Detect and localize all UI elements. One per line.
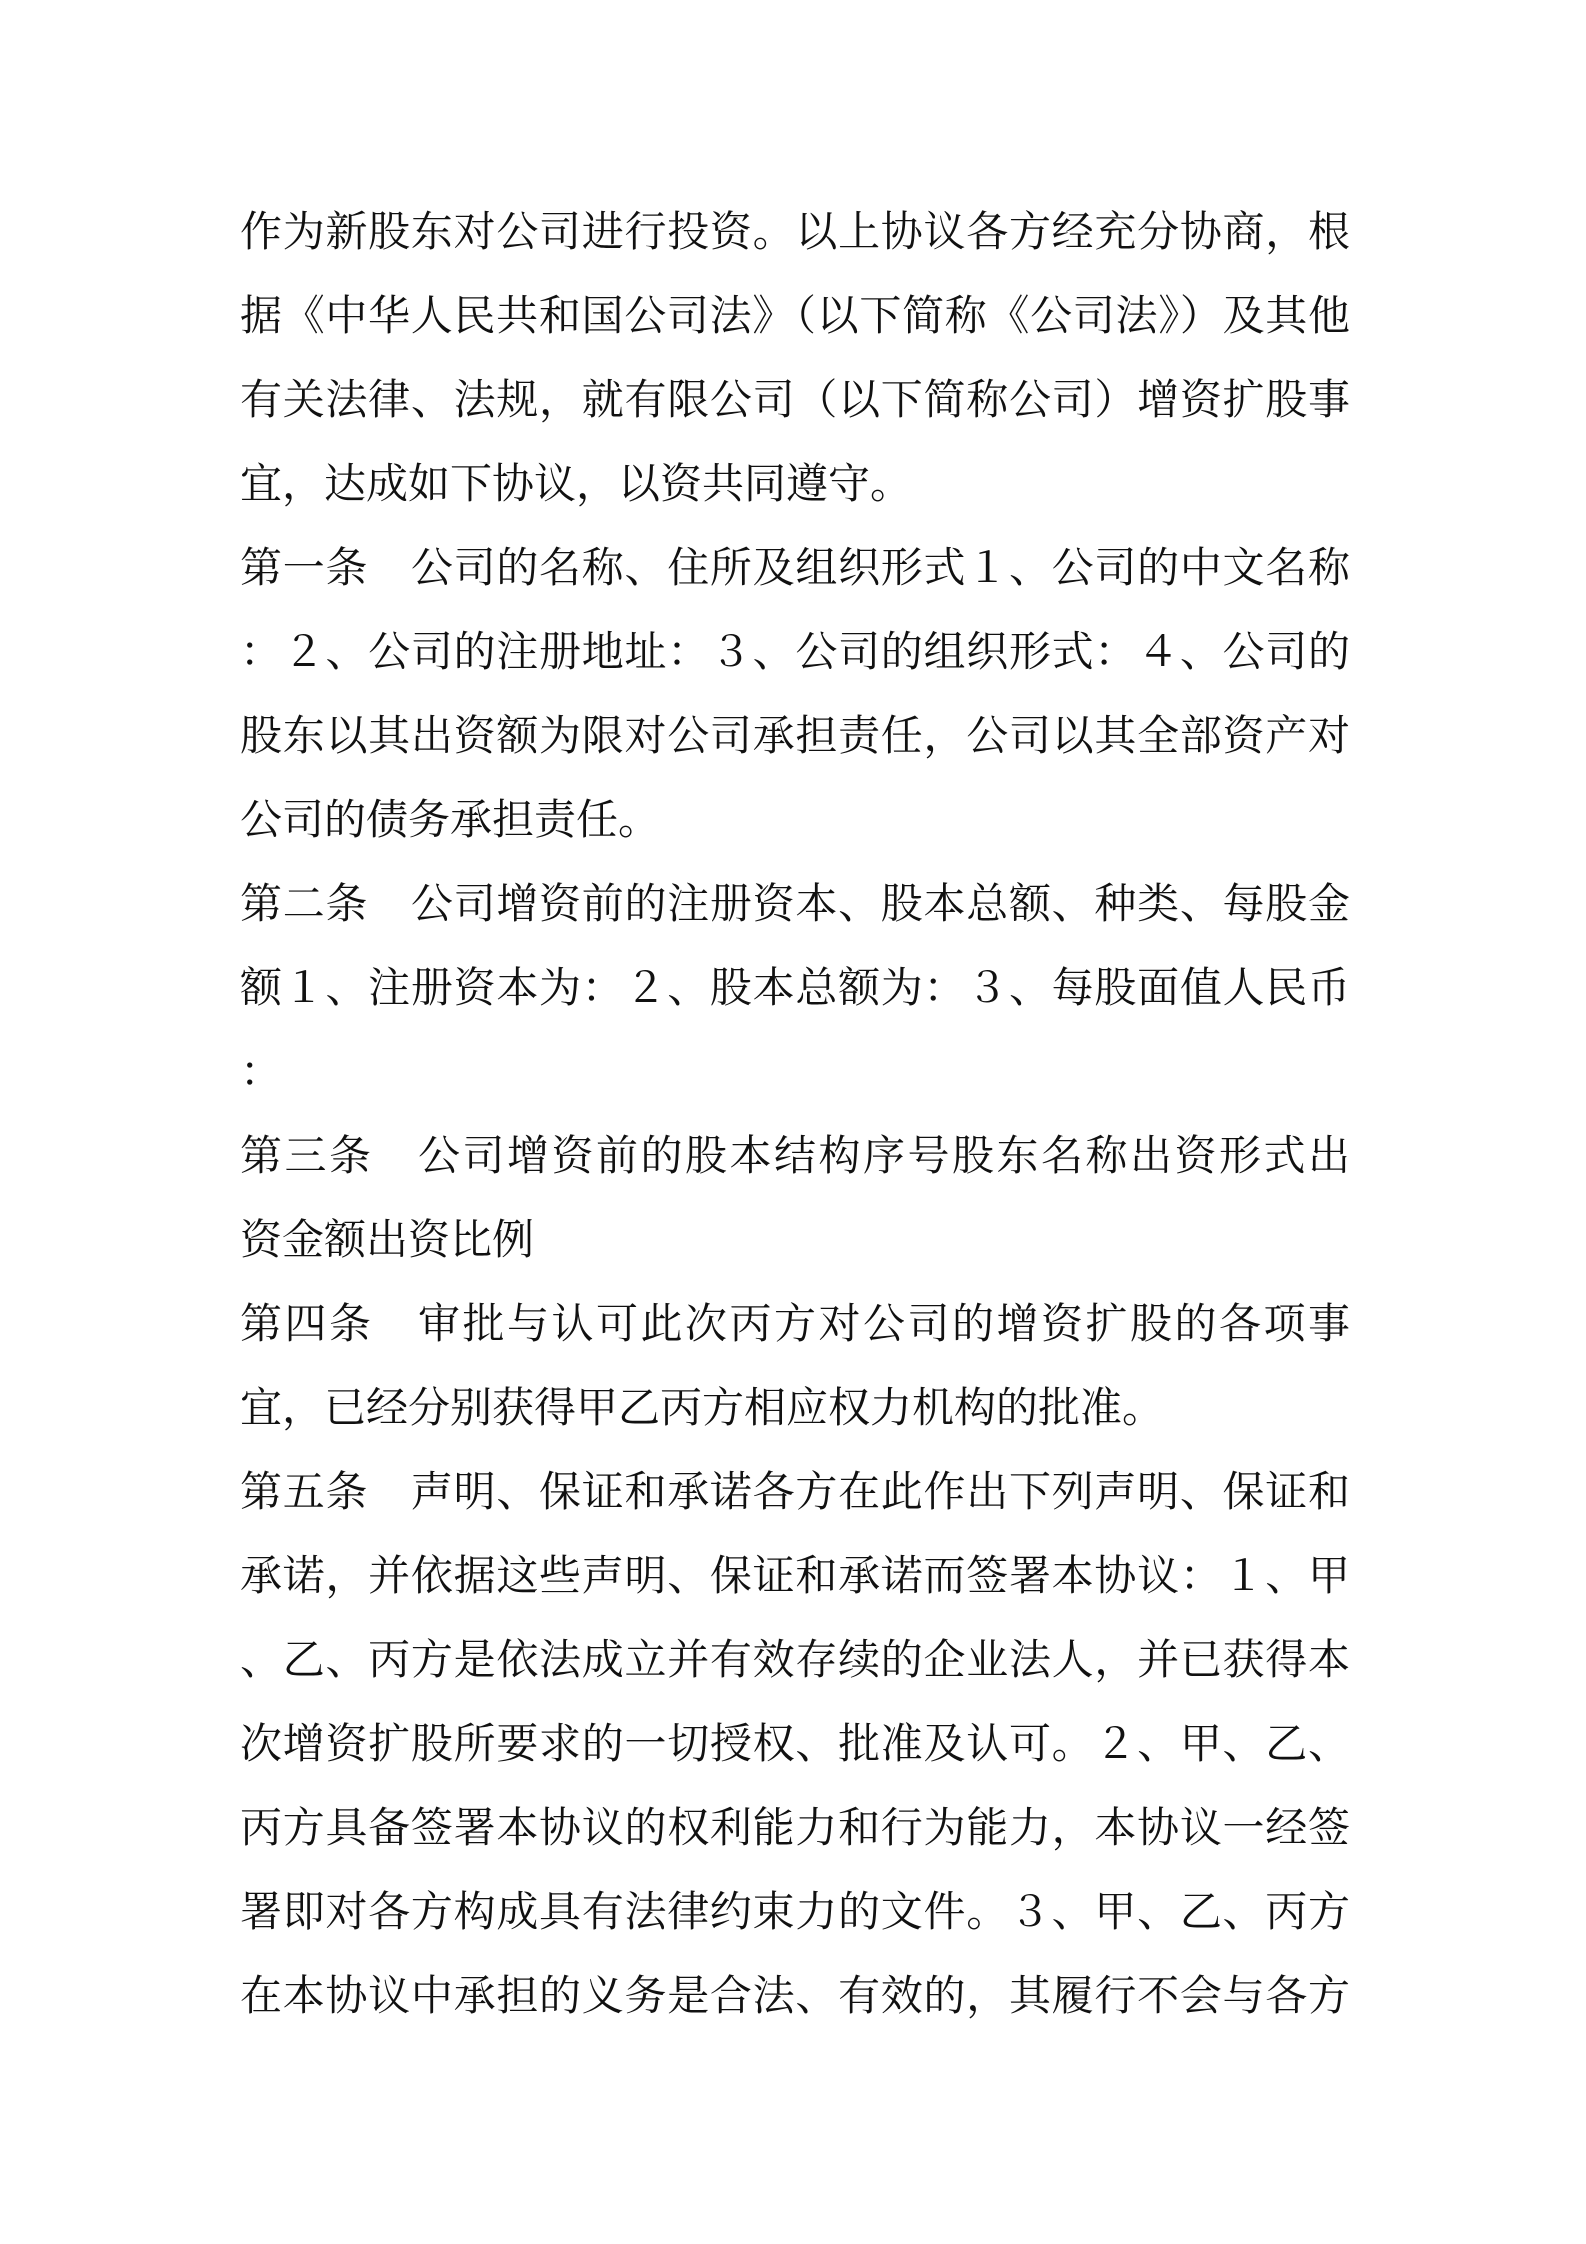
text-line: 宜，达成如下协议，以资共同遵守。 bbox=[240, 459, 913, 508]
article-2-heading-line: 第二条 公司增资前的注册资本、股本总额、种类、每股金 bbox=[240, 879, 1350, 928]
body-text bbox=[240, 190, 1350, 2038]
text-line: 作为新股东对公司进行投资。以上协议各方经充分协商，根 bbox=[240, 207, 1350, 256]
text-line: 丙方具备签署本协议的权利能力和行为能力，本协议一经签 bbox=[240, 1803, 1350, 1852]
text-line: 署即对各方构成具有法律约束力的文件。３、甲、乙、丙方 bbox=[240, 1887, 1350, 1936]
text-line: ： bbox=[240, 1047, 283, 1096]
text-line: 据《中华人民共和国公司法》（以下简称《公司法》）及其他 bbox=[240, 291, 1350, 340]
article-3-heading-line: 第三条 公司增资前的股本结构序号股东名称出资形式出 bbox=[240, 1131, 1350, 1180]
text-line: 股东以其出资额为限对公司承担责任，公司以其全部资产对 bbox=[240, 711, 1350, 760]
text-line: 、乙、丙方是依法成立并有效存续的企业法人，并已获得本 bbox=[240, 1635, 1350, 1684]
article-4-heading-line: 第四条 审批与认可此次丙方对公司的增资扩股的各项事 bbox=[240, 1299, 1350, 1348]
text-line: ：２、公司的注册地址：３、公司的组织形式：４、公司的 bbox=[240, 627, 1350, 676]
text-line: 额１、注册资本为：２、股本总额为：３、每股面值人民币 bbox=[240, 963, 1350, 1012]
text-line: 在本协议中承担的义务是合法、有效的，其履行不会与各方 bbox=[240, 1971, 1350, 2020]
text-line: 公司的债务承担责任。 bbox=[240, 795, 661, 844]
article-1-heading-line: 第一条 公司的名称、住所及组织形式１、公司的中文名称 bbox=[240, 543, 1350, 592]
text-line: 承诺，并依据这些声明、保证和承诺而签署本协议：１、甲 bbox=[240, 1551, 1350, 1600]
article-5-heading-line: 第五条 声明、保证和承诺各方在此作出下列声明、保证和 bbox=[240, 1467, 1350, 1516]
text-line: 次增资扩股所要求的一切授权、批准及认可。２、甲、乙、 bbox=[240, 1719, 1350, 1768]
text-line: 有关法律、法规，就有限公司（以下简称公司）增资扩股事 bbox=[240, 375, 1350, 424]
text-line: 宜，已经分别获得甲乙丙方相应权力机构的批准。 bbox=[240, 1383, 1165, 1432]
text-line: 资金额出资比例 bbox=[240, 1215, 535, 1264]
